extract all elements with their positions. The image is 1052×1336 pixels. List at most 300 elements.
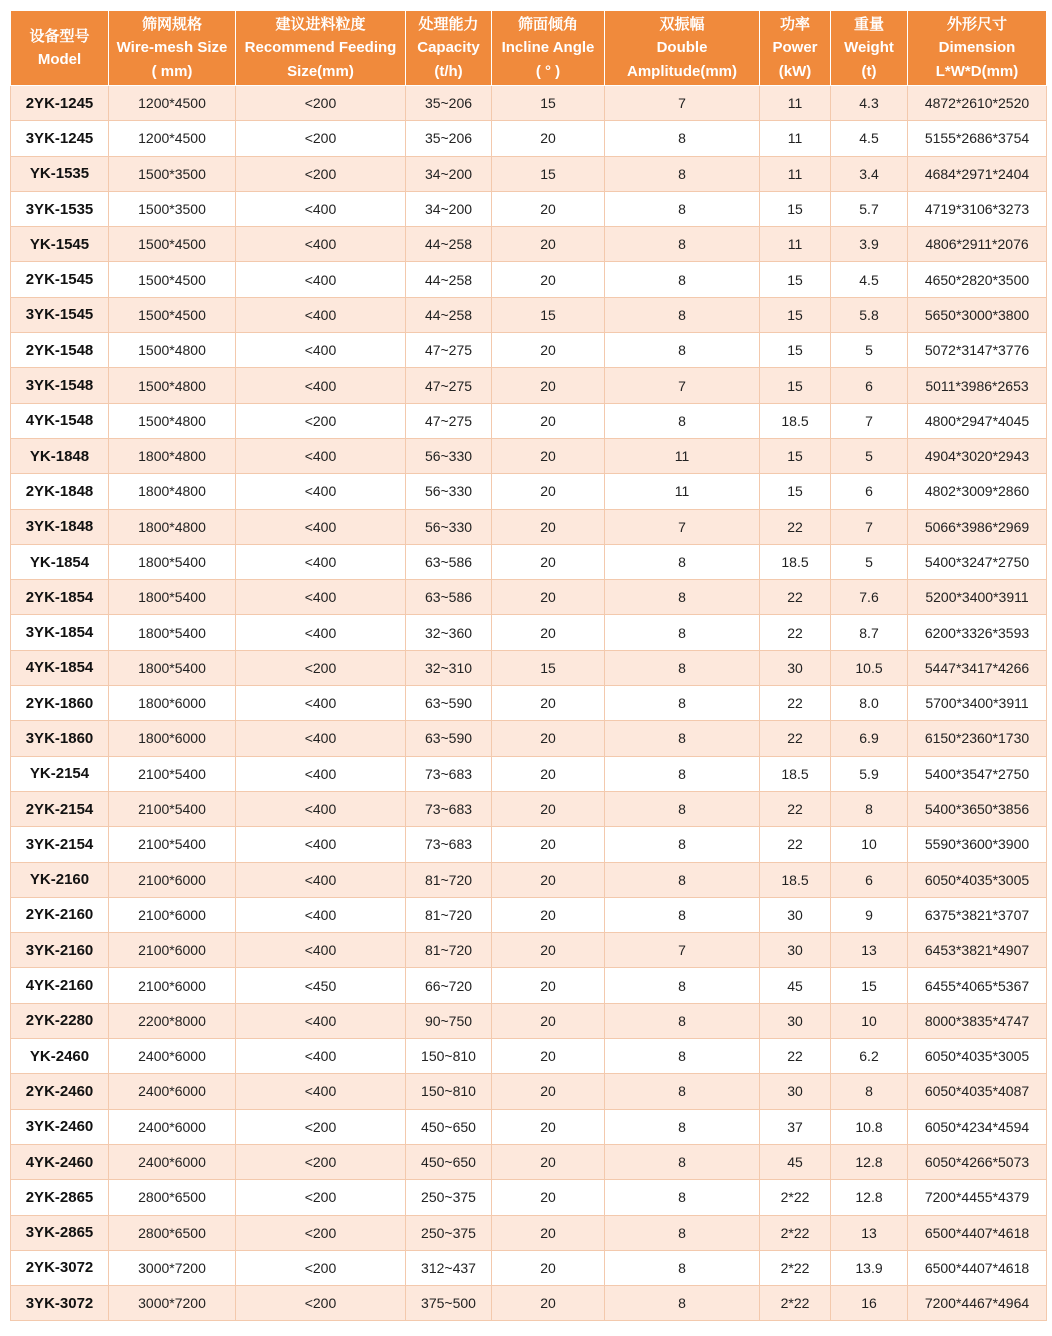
cell-power: 15 bbox=[760, 191, 831, 226]
cell-feeding-size: <450 bbox=[236, 968, 406, 1003]
cell-dimension: 6453*3821*4907 bbox=[908, 933, 1047, 968]
cell-power: 18.5 bbox=[760, 403, 831, 438]
cell-incline-angle: 20 bbox=[492, 1074, 605, 1109]
header-weight bbox=[831, 11, 908, 86]
header-power bbox=[760, 11, 831, 86]
cell-capacity: 63~586 bbox=[406, 580, 492, 615]
cell-double-amplitude: 8 bbox=[605, 968, 760, 1003]
cell-wire-mesh-size: 1800*6000 bbox=[109, 721, 236, 756]
header-double-amplitude bbox=[605, 11, 760, 86]
cell-power: 30 bbox=[760, 1003, 831, 1038]
cell-wire-mesh-size: 1500*4500 bbox=[109, 227, 236, 262]
cell-double-amplitude: 8 bbox=[605, 1180, 760, 1215]
cell-wire-mesh-size: 1200*4500 bbox=[109, 86, 236, 121]
cell-model: 3YK-1245 bbox=[11, 121, 109, 156]
cell-model: 4YK-1854 bbox=[11, 650, 109, 685]
cell-power: 22 bbox=[760, 686, 831, 721]
cell-feeding-size: <400 bbox=[236, 227, 406, 262]
cell-wire-mesh-size: 1800*5400 bbox=[109, 650, 236, 685]
cell-weight: 4.5 bbox=[831, 121, 908, 156]
cell-capacity: 250~375 bbox=[406, 1215, 492, 1250]
cell-feeding-size: <400 bbox=[236, 297, 406, 332]
cell-model: YK-1854 bbox=[11, 544, 109, 579]
header-incline-angle bbox=[492, 11, 605, 86]
header-model-zh: 设备型号 bbox=[29, 27, 90, 45]
cell-power: 2*22 bbox=[760, 1250, 831, 1285]
table-row bbox=[11, 897, 1047, 932]
cell-model: 3YK-1535 bbox=[11, 191, 109, 226]
cell-weight: 5.7 bbox=[831, 191, 908, 226]
cell-power: 30 bbox=[760, 933, 831, 968]
cell-feeding-size: <200 bbox=[236, 1109, 406, 1144]
header-capacity-en2: (t/h) bbox=[434, 62, 463, 80]
cell-dimension: 5447*3417*4266 bbox=[908, 650, 1047, 685]
cell-double-amplitude: 8 bbox=[605, 191, 760, 226]
cell-double-amplitude: 8 bbox=[605, 403, 760, 438]
cell-feeding-size: <400 bbox=[236, 438, 406, 473]
header-power-en1: Power bbox=[772, 39, 818, 57]
cell-double-amplitude: 8 bbox=[605, 827, 760, 862]
cell-power: 11 bbox=[760, 86, 831, 121]
cell-capacity: 47~275 bbox=[406, 333, 492, 368]
cell-dimension: 6375*3821*3707 bbox=[908, 897, 1047, 932]
cell-weight: 7 bbox=[831, 403, 908, 438]
cell-wire-mesh-size: 1800*6000 bbox=[109, 686, 236, 721]
cell-wire-mesh-size: 1800*4800 bbox=[109, 438, 236, 473]
cell-power: 30 bbox=[760, 1074, 831, 1109]
cell-capacity: 375~500 bbox=[406, 1286, 492, 1321]
cell-weight: 8.7 bbox=[831, 615, 908, 650]
cell-wire-mesh-size: 1500*4500 bbox=[109, 262, 236, 297]
header-wire-mesh-size-zh: 筛网规格 bbox=[141, 15, 202, 33]
cell-power: 2*22 bbox=[760, 1286, 831, 1321]
header-row bbox=[11, 11, 1047, 86]
cell-feeding-size: <400 bbox=[236, 933, 406, 968]
cell-double-amplitude: 8 bbox=[605, 615, 760, 650]
cell-incline-angle: 20 bbox=[492, 686, 605, 721]
header-dimension-zh: 外形尺寸 bbox=[946, 15, 1007, 33]
cell-feeding-size: <400 bbox=[236, 1039, 406, 1074]
cell-double-amplitude: 8 bbox=[605, 756, 760, 791]
cell-capacity: 34~200 bbox=[406, 156, 492, 191]
cell-power: 15 bbox=[760, 368, 831, 403]
cell-capacity: 63~590 bbox=[406, 721, 492, 756]
header-power-zh: 功率 bbox=[779, 15, 810, 33]
cell-weight: 3.9 bbox=[831, 227, 908, 262]
table-row bbox=[11, 686, 1047, 721]
cell-weight: 6.9 bbox=[831, 721, 908, 756]
cell-feeding-size: <400 bbox=[236, 368, 406, 403]
cell-model: 2YK-1860 bbox=[11, 686, 109, 721]
cell-dimension: 6050*4234*4594 bbox=[908, 1109, 1047, 1144]
cell-model: YK-1848 bbox=[11, 438, 109, 473]
cell-incline-angle: 20 bbox=[492, 756, 605, 791]
cell-dimension: 6050*4035*4087 bbox=[908, 1074, 1047, 1109]
cell-power: 45 bbox=[760, 1144, 831, 1179]
cell-incline-angle: 20 bbox=[492, 791, 605, 826]
cell-model: 2YK-3072 bbox=[11, 1250, 109, 1285]
cell-model: 4YK-1548 bbox=[11, 403, 109, 438]
cell-model: 2YK-2865 bbox=[11, 1180, 109, 1215]
cell-incline-angle: 20 bbox=[492, 544, 605, 579]
header-incline-angle-en2: ( ° ) bbox=[535, 62, 561, 80]
cell-double-amplitude: 8 bbox=[605, 544, 760, 579]
cell-double-amplitude: 8 bbox=[605, 580, 760, 615]
cell-weight: 13 bbox=[831, 933, 908, 968]
cell-weight: 13 bbox=[831, 1215, 908, 1250]
cell-capacity: 81~720 bbox=[406, 933, 492, 968]
cell-power: 22 bbox=[760, 615, 831, 650]
cell-power: 15 bbox=[760, 262, 831, 297]
table-row bbox=[11, 1286, 1047, 1321]
cell-power: 18.5 bbox=[760, 756, 831, 791]
cell-dimension: 5155*2686*3754 bbox=[908, 121, 1047, 156]
header-capacity-en1: Capacity bbox=[417, 39, 480, 57]
cell-feeding-size: <400 bbox=[236, 474, 406, 509]
cell-double-amplitude: 8 bbox=[605, 1109, 760, 1144]
cell-power: 15 bbox=[760, 333, 831, 368]
cell-incline-angle: 20 bbox=[492, 897, 605, 932]
cell-dimension: 8000*3835*4747 bbox=[908, 1003, 1047, 1038]
cell-weight: 6 bbox=[831, 862, 908, 897]
cell-model: 4YK-2460 bbox=[11, 1144, 109, 1179]
cell-incline-angle: 20 bbox=[492, 721, 605, 756]
cell-dimension: 5400*3547*2750 bbox=[908, 756, 1047, 791]
cell-weight: 8.0 bbox=[831, 686, 908, 721]
cell-incline-angle: 20 bbox=[492, 1003, 605, 1038]
cell-capacity: 73~683 bbox=[406, 791, 492, 826]
cell-feeding-size: <400 bbox=[236, 827, 406, 862]
cell-model: 2YK-2460 bbox=[11, 1074, 109, 1109]
cell-feeding-size: <400 bbox=[236, 509, 406, 544]
header-feeding-size bbox=[236, 11, 406, 86]
header-weight-zh: 重量 bbox=[853, 15, 884, 33]
cell-feeding-size: <400 bbox=[236, 756, 406, 791]
cell-double-amplitude: 8 bbox=[605, 156, 760, 191]
cell-weight: 6 bbox=[831, 474, 908, 509]
cell-incline-angle: 20 bbox=[492, 1215, 605, 1250]
cell-dimension: 7200*4455*4379 bbox=[908, 1180, 1047, 1215]
cell-capacity: 90~750 bbox=[406, 1003, 492, 1038]
cell-wire-mesh-size: 2100*6000 bbox=[109, 968, 236, 1003]
cell-model: 3YK-1848 bbox=[11, 509, 109, 544]
cell-model: YK-2460 bbox=[11, 1039, 109, 1074]
header-dimension bbox=[908, 11, 1047, 86]
cell-incline-angle: 20 bbox=[492, 1180, 605, 1215]
cell-dimension: 5650*3000*3800 bbox=[908, 297, 1047, 332]
cell-incline-angle: 20 bbox=[492, 1109, 605, 1144]
cell-feeding-size: <200 bbox=[236, 86, 406, 121]
cell-wire-mesh-size: 1500*4800 bbox=[109, 368, 236, 403]
cell-power: 2*22 bbox=[760, 1215, 831, 1250]
header-incline-angle-en1: Incline Angle bbox=[501, 39, 595, 57]
cell-wire-mesh-size: 2200*8000 bbox=[109, 1003, 236, 1038]
cell-weight: 10 bbox=[831, 827, 908, 862]
cell-incline-angle: 20 bbox=[492, 862, 605, 897]
cell-feeding-size: <400 bbox=[236, 686, 406, 721]
header-weight-en2: (t) bbox=[861, 62, 877, 80]
cell-power: 22 bbox=[760, 580, 831, 615]
cell-feeding-size: <400 bbox=[236, 1003, 406, 1038]
table-row bbox=[11, 333, 1047, 368]
cell-dimension: 6500*4407*4618 bbox=[908, 1250, 1047, 1285]
cell-incline-angle: 20 bbox=[492, 1286, 605, 1321]
cell-incline-angle: 20 bbox=[492, 933, 605, 968]
cell-weight: 5 bbox=[831, 544, 908, 579]
cell-feeding-size: <200 bbox=[236, 650, 406, 685]
cell-weight: 15 bbox=[831, 968, 908, 1003]
cell-wire-mesh-size: 2100*5400 bbox=[109, 791, 236, 826]
cell-dimension: 4800*2947*4045 bbox=[908, 403, 1047, 438]
cell-dimension: 6150*2360*1730 bbox=[908, 721, 1047, 756]
cell-capacity: 32~310 bbox=[406, 650, 492, 685]
cell-wire-mesh-size: 3000*7200 bbox=[109, 1286, 236, 1321]
cell-double-amplitude: 8 bbox=[605, 721, 760, 756]
table-row bbox=[11, 827, 1047, 862]
cell-feeding-size: <400 bbox=[236, 580, 406, 615]
cell-capacity: 63~590 bbox=[406, 686, 492, 721]
cell-capacity: 56~330 bbox=[406, 438, 492, 473]
cell-dimension: 6500*4407*4618 bbox=[908, 1215, 1047, 1250]
header-capacity bbox=[406, 11, 492, 86]
cell-wire-mesh-size: 1800*4800 bbox=[109, 509, 236, 544]
cell-capacity: 34~200 bbox=[406, 191, 492, 226]
cell-feeding-size: <200 bbox=[236, 156, 406, 191]
cell-weight: 10 bbox=[831, 1003, 908, 1038]
cell-power: 30 bbox=[760, 897, 831, 932]
cell-weight: 7.6 bbox=[831, 580, 908, 615]
cell-wire-mesh-size: 2800*6500 bbox=[109, 1180, 236, 1215]
cell-incline-angle: 20 bbox=[492, 1039, 605, 1074]
header-feeding-size-en2: Size(mm) bbox=[287, 62, 354, 80]
cell-wire-mesh-size: 1500*3500 bbox=[109, 156, 236, 191]
cell-power: 11 bbox=[760, 156, 831, 191]
cell-model: 3YK-2865 bbox=[11, 1215, 109, 1250]
cell-feeding-size: <400 bbox=[236, 1074, 406, 1109]
cell-dimension: 6200*3326*3593 bbox=[908, 615, 1047, 650]
cell-incline-angle: 20 bbox=[492, 191, 605, 226]
cell-incline-angle: 15 bbox=[492, 297, 605, 332]
cell-model: 3YK-1860 bbox=[11, 721, 109, 756]
cell-wire-mesh-size: 2400*6000 bbox=[109, 1074, 236, 1109]
cell-wire-mesh-size: 2400*6000 bbox=[109, 1109, 236, 1144]
cell-wire-mesh-size: 2400*6000 bbox=[109, 1144, 236, 1179]
cell-capacity: 66~720 bbox=[406, 968, 492, 1003]
cell-double-amplitude: 8 bbox=[605, 1039, 760, 1074]
table-row bbox=[11, 86, 1047, 121]
cell-model: 3YK-2460 bbox=[11, 1109, 109, 1144]
cell-wire-mesh-size: 2100*6000 bbox=[109, 862, 236, 897]
cell-wire-mesh-size: 1500*4800 bbox=[109, 403, 236, 438]
cell-feeding-size: <400 bbox=[236, 862, 406, 897]
cell-incline-angle: 20 bbox=[492, 333, 605, 368]
cell-incline-angle: 20 bbox=[492, 1250, 605, 1285]
cell-incline-angle: 20 bbox=[492, 615, 605, 650]
table-row bbox=[11, 544, 1047, 579]
table-row bbox=[11, 1180, 1047, 1215]
cell-feeding-size: <400 bbox=[236, 791, 406, 826]
header-incline-angle-zh: 筛面倾角 bbox=[517, 15, 578, 33]
header-wire-mesh-size-en2: ( mm) bbox=[151, 62, 193, 80]
header-double-amplitude-en2: Amplitude(mm) bbox=[627, 62, 737, 80]
cell-capacity: 44~258 bbox=[406, 227, 492, 262]
cell-capacity: 32~360 bbox=[406, 615, 492, 650]
cell-dimension: 4684*2971*2404 bbox=[908, 156, 1047, 191]
cell-incline-angle: 20 bbox=[492, 368, 605, 403]
cell-incline-angle: 15 bbox=[492, 156, 605, 191]
cell-model: 2YK-1245 bbox=[11, 86, 109, 121]
cell-model: 2YK-2160 bbox=[11, 897, 109, 932]
table-row bbox=[11, 1003, 1047, 1038]
cell-dimension: 5200*3400*3911 bbox=[908, 580, 1047, 615]
cell-wire-mesh-size: 1500*3500 bbox=[109, 191, 236, 226]
table-row bbox=[11, 156, 1047, 191]
cell-dimension: 6050*4035*3005 bbox=[908, 862, 1047, 897]
cell-double-amplitude: 8 bbox=[605, 1250, 760, 1285]
cell-model: YK-1535 bbox=[11, 156, 109, 191]
cell-power: 22 bbox=[760, 827, 831, 862]
cell-wire-mesh-size: 1500*4800 bbox=[109, 333, 236, 368]
cell-weight: 9 bbox=[831, 897, 908, 932]
cell-power: 22 bbox=[760, 721, 831, 756]
cell-power: 15 bbox=[760, 297, 831, 332]
cell-double-amplitude: 8 bbox=[605, 297, 760, 332]
cell-weight: 5 bbox=[831, 438, 908, 473]
table-body bbox=[11, 86, 1047, 1321]
cell-double-amplitude: 8 bbox=[605, 1215, 760, 1250]
cell-incline-angle: 20 bbox=[492, 121, 605, 156]
cell-capacity: 44~258 bbox=[406, 262, 492, 297]
table-row bbox=[11, 191, 1047, 226]
cell-power: 11 bbox=[760, 121, 831, 156]
cell-incline-angle: 20 bbox=[492, 474, 605, 509]
cell-wire-mesh-size: 2800*6500 bbox=[109, 1215, 236, 1250]
cell-weight: 13.9 bbox=[831, 1250, 908, 1285]
cell-dimension: 5590*3600*3900 bbox=[908, 827, 1047, 862]
cell-power: 37 bbox=[760, 1109, 831, 1144]
cell-capacity: 47~275 bbox=[406, 368, 492, 403]
cell-power: 45 bbox=[760, 968, 831, 1003]
cell-feeding-size: <400 bbox=[236, 544, 406, 579]
cell-feeding-size: <200 bbox=[236, 1250, 406, 1285]
header-weight-en1: Weight bbox=[844, 39, 894, 57]
cell-capacity: 73~683 bbox=[406, 756, 492, 791]
cell-dimension: 4806*2911*2076 bbox=[908, 227, 1047, 262]
cell-weight: 3.4 bbox=[831, 156, 908, 191]
cell-model: 2YK-1548 bbox=[11, 333, 109, 368]
cell-weight: 12.8 bbox=[831, 1144, 908, 1179]
cell-incline-angle: 20 bbox=[492, 968, 605, 1003]
cell-weight: 10.5 bbox=[831, 650, 908, 685]
cell-weight: 6 bbox=[831, 368, 908, 403]
cell-incline-angle: 20 bbox=[492, 438, 605, 473]
cell-double-amplitude: 8 bbox=[605, 897, 760, 932]
cell-weight: 4.5 bbox=[831, 262, 908, 297]
spec-table bbox=[10, 10, 1047, 1321]
cell-capacity: 450~650 bbox=[406, 1109, 492, 1144]
cell-capacity: 81~720 bbox=[406, 862, 492, 897]
cell-capacity: 81~720 bbox=[406, 897, 492, 932]
cell-model: YK-2154 bbox=[11, 756, 109, 791]
cell-double-amplitude: 8 bbox=[605, 1144, 760, 1179]
cell-power: 30 bbox=[760, 650, 831, 685]
cell-capacity: 56~330 bbox=[406, 509, 492, 544]
cell-capacity: 312~437 bbox=[406, 1250, 492, 1285]
header-double-amplitude-en1: Double bbox=[656, 39, 708, 57]
cell-weight: 8 bbox=[831, 791, 908, 826]
cell-double-amplitude: 8 bbox=[605, 791, 760, 826]
cell-double-amplitude: 8 bbox=[605, 862, 760, 897]
table-row bbox=[11, 862, 1047, 897]
table-row bbox=[11, 227, 1047, 262]
table-row bbox=[11, 756, 1047, 791]
table-row bbox=[11, 615, 1047, 650]
cell-dimension: 4650*2820*3500 bbox=[908, 262, 1047, 297]
cell-dimension: 6050*4035*3005 bbox=[908, 1039, 1047, 1074]
table-row bbox=[11, 580, 1047, 615]
cell-model: YK-1545 bbox=[11, 227, 109, 262]
cell-double-amplitude: 8 bbox=[605, 121, 760, 156]
table-header bbox=[11, 11, 1047, 86]
cell-capacity: 150~810 bbox=[406, 1039, 492, 1074]
cell-feeding-size: <200 bbox=[236, 1180, 406, 1215]
cell-wire-mesh-size: 1200*4500 bbox=[109, 121, 236, 156]
cell-incline-angle: 15 bbox=[492, 650, 605, 685]
cell-double-amplitude: 7 bbox=[605, 933, 760, 968]
cell-feeding-size: <400 bbox=[236, 721, 406, 756]
cell-dimension: 5011*3986*2653 bbox=[908, 368, 1047, 403]
cell-dimension: 4719*3106*3273 bbox=[908, 191, 1047, 226]
header-capacity-zh: 处理能力 bbox=[418, 15, 479, 33]
table-row bbox=[11, 650, 1047, 685]
cell-dimension: 6455*4065*5367 bbox=[908, 968, 1047, 1003]
table-row bbox=[11, 1144, 1047, 1179]
header-wire-mesh-size bbox=[109, 11, 236, 86]
cell-weight: 7 bbox=[831, 509, 908, 544]
table-row bbox=[11, 933, 1047, 968]
cell-incline-angle: 20 bbox=[492, 827, 605, 862]
cell-model: YK-2160 bbox=[11, 862, 109, 897]
cell-capacity: 150~810 bbox=[406, 1074, 492, 1109]
cell-feeding-size: <200 bbox=[236, 1286, 406, 1321]
cell-feeding-size: <400 bbox=[236, 262, 406, 297]
table-row bbox=[11, 1039, 1047, 1074]
cell-model: 3YK-2154 bbox=[11, 827, 109, 862]
cell-model: 2YK-1848 bbox=[11, 474, 109, 509]
cell-weight: 5.8 bbox=[831, 297, 908, 332]
cell-weight: 8 bbox=[831, 1074, 908, 1109]
spec-table-container bbox=[10, 10, 1046, 1321]
cell-wire-mesh-size: 2100*6000 bbox=[109, 897, 236, 932]
cell-power: 2*22 bbox=[760, 1180, 831, 1215]
cell-dimension: 6050*4266*5073 bbox=[908, 1144, 1047, 1179]
cell-model: 3YK-1548 bbox=[11, 368, 109, 403]
cell-power: 15 bbox=[760, 438, 831, 473]
cell-capacity: 35~206 bbox=[406, 121, 492, 156]
table-row bbox=[11, 474, 1047, 509]
cell-feeding-size: <200 bbox=[236, 1144, 406, 1179]
table-row bbox=[11, 1250, 1047, 1285]
cell-weight: 5 bbox=[831, 333, 908, 368]
table-row bbox=[11, 438, 1047, 473]
cell-dimension: 4872*2610*2520 bbox=[908, 86, 1047, 121]
cell-power: 18.5 bbox=[760, 544, 831, 579]
cell-capacity: 35~206 bbox=[406, 86, 492, 121]
cell-wire-mesh-size: 2400*6000 bbox=[109, 1039, 236, 1074]
header-feeding-size-zh: 建议进料粒度 bbox=[275, 15, 366, 33]
cell-model: 3YK-1545 bbox=[11, 297, 109, 332]
cell-double-amplitude: 7 bbox=[605, 86, 760, 121]
